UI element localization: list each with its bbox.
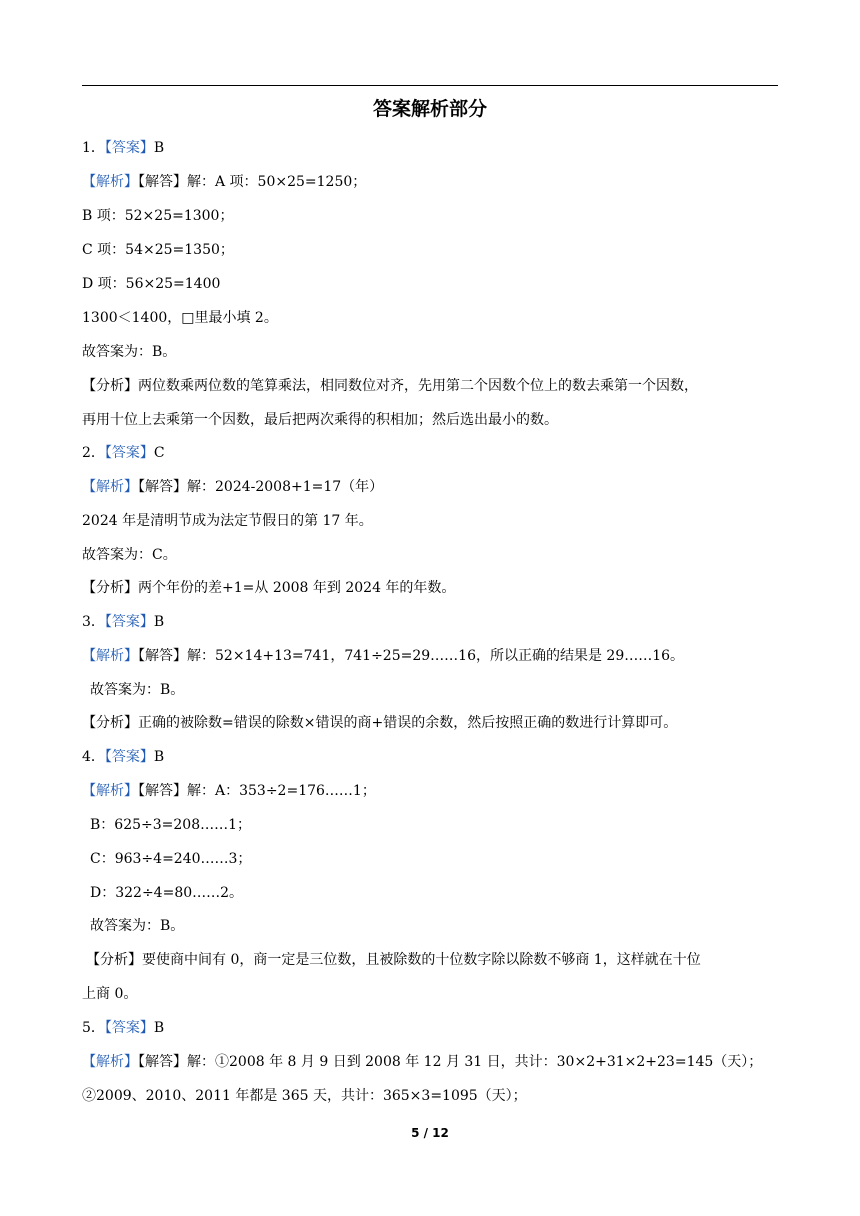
- q1-fenxi-1: 两位数乘两位数的笔算乘法，相同数位对齐，先用第二个因数个位上的数去乘第一个因数，: [138, 378, 698, 394]
- q1-analysis-line: [82, 376, 778, 396]
- q4-fenxi-1: 要使商中间有 0，商一定是三位数，且被除数的十位数字除以除数不够商 1，这样就在十位: [142, 952, 701, 968]
- q3-analysis-line: [82, 713, 778, 733]
- q4-answer: B: [153, 749, 165, 765]
- q1-line-conclusion: 故答案为：B。: [82, 344, 177, 360]
- q5-solution-line: [82, 1052, 778, 1072]
- q2-solution-line: [82, 477, 778, 497]
- q5-number: 5．: [82, 1020, 105, 1036]
- q4-analysis-line: [86, 950, 782, 970]
- q1-solution-line: [82, 172, 778, 192]
- answer-tag: 【答案】: [104, 614, 154, 630]
- jiexi-tag: 【解析】: [82, 1054, 138, 1070]
- jieda-tag: 【解答】: [138, 1054, 187, 1070]
- q4-line-d: D：322÷4=80……2。: [90, 885, 244, 901]
- q5-answer: B: [153, 1020, 165, 1036]
- q3-answer: B: [153, 614, 165, 630]
- q5-line-2: ②2009、2010、2011 年都是 365 天，共计：365×3=1095（天）；: [82, 1088, 527, 1104]
- q4-solution-line: [82, 781, 778, 801]
- q4-line-conclusion: 故答案为：B。: [90, 918, 185, 934]
- q1-line-compare: 1300＜1400，□里最小填 2。: [82, 310, 278, 326]
- q3-jieda: 解：52×14+13=741，741÷25=29……16，所以正确的结果是 29……16。: [187, 648, 685, 664]
- q5-jieda: 解：①2008 年 8 月 9 日到 2008 年 12 月 31 日，共计：30×2+31×2+23=145（天）；: [187, 1054, 763, 1070]
- q2-number: 2．: [82, 445, 105, 461]
- answer-tag: 【答案】: [104, 749, 154, 765]
- jieda-tag: 【解答】: [138, 783, 187, 799]
- jiexi-tag: 【解析】: [82, 174, 138, 190]
- q1-answer-line: [82, 138, 778, 158]
- q1-line-b: B 项：52×25=1300；: [82, 208, 234, 224]
- q1-line-d: D 项：56×25=1400: [82, 276, 221, 292]
- jiexi-tag: 【解析】: [82, 479, 138, 495]
- q4-answer-line: [82, 747, 778, 767]
- q3-fenxi: 正确的被除数=错误的除数×错误的商+错误的余数，然后按照正确的数进行计算即可。: [138, 715, 678, 731]
- answer-tag: 【答案】: [104, 445, 154, 461]
- header-rule: [82, 85, 778, 86]
- q1-line-c: C 项：54×25=1350；: [82, 242, 234, 258]
- q1-analysis-line-2: 再用十位上去乘第一个因数，最后把两次乘得的积相加；然后选出最小的数。: [82, 412, 558, 428]
- fenxi-tag: 【分析】: [82, 715, 138, 731]
- q2-answer-line: [82, 443, 778, 463]
- jieda-tag: 【解答】: [138, 174, 187, 190]
- jiexi-tag: 【解析】: [82, 648, 138, 664]
- jieda-tag: 【解答】: [138, 648, 187, 664]
- q2-line-conclusion: 故答案为：C。: [82, 547, 177, 563]
- q1-answer: B: [153, 140, 165, 156]
- q1-number: 1．: [82, 140, 105, 156]
- q3-answer-line: [82, 612, 778, 632]
- q1-jieda: 解：A 项：50×25=1250；: [187, 174, 367, 190]
- q4-analysis-line-2: 上商 0。: [82, 986, 138, 1002]
- answer-tag: 【答案】: [104, 140, 154, 156]
- page-title: 答案解析部分: [372, 98, 487, 120]
- q2-answer: C: [153, 445, 165, 461]
- q4-number: 4．: [82, 749, 105, 765]
- q5-answer-line: [82, 1018, 778, 1038]
- q2-jieda: 解：2024-2008+1=17（年）: [187, 479, 384, 495]
- q4-jieda: 解：A：353÷2=176……1；: [187, 783, 376, 799]
- q3-solution-line: [82, 646, 778, 666]
- jieda-tag: 【解答】: [138, 479, 187, 495]
- q3-line-conclusion: 故答案为：B。: [90, 682, 185, 698]
- answer-tag: 【答案】: [104, 1020, 154, 1036]
- q2-fenxi: 两个年份的差+1=从 2008 年到 2024 年的年数。: [138, 580, 456, 596]
- fenxi-tag: 【分析】: [82, 378, 138, 394]
- page-number: 5 / 12: [411, 1126, 449, 1140]
- jiexi-tag: 【解析】: [82, 783, 138, 799]
- q4-line-c: C：963÷4=240……3；: [90, 851, 252, 867]
- q3-number: 3．: [82, 614, 105, 630]
- q2-line-1: 2024 年是清明节成为法定节假日的第 17 年。: [82, 513, 373, 529]
- q4-line-b: B：625÷3=208……1；: [90, 817, 252, 833]
- fenxi-tag: 【分析】: [86, 952, 142, 968]
- q2-analysis-line: [82, 578, 778, 598]
- fenxi-tag: 【分析】: [82, 580, 138, 596]
